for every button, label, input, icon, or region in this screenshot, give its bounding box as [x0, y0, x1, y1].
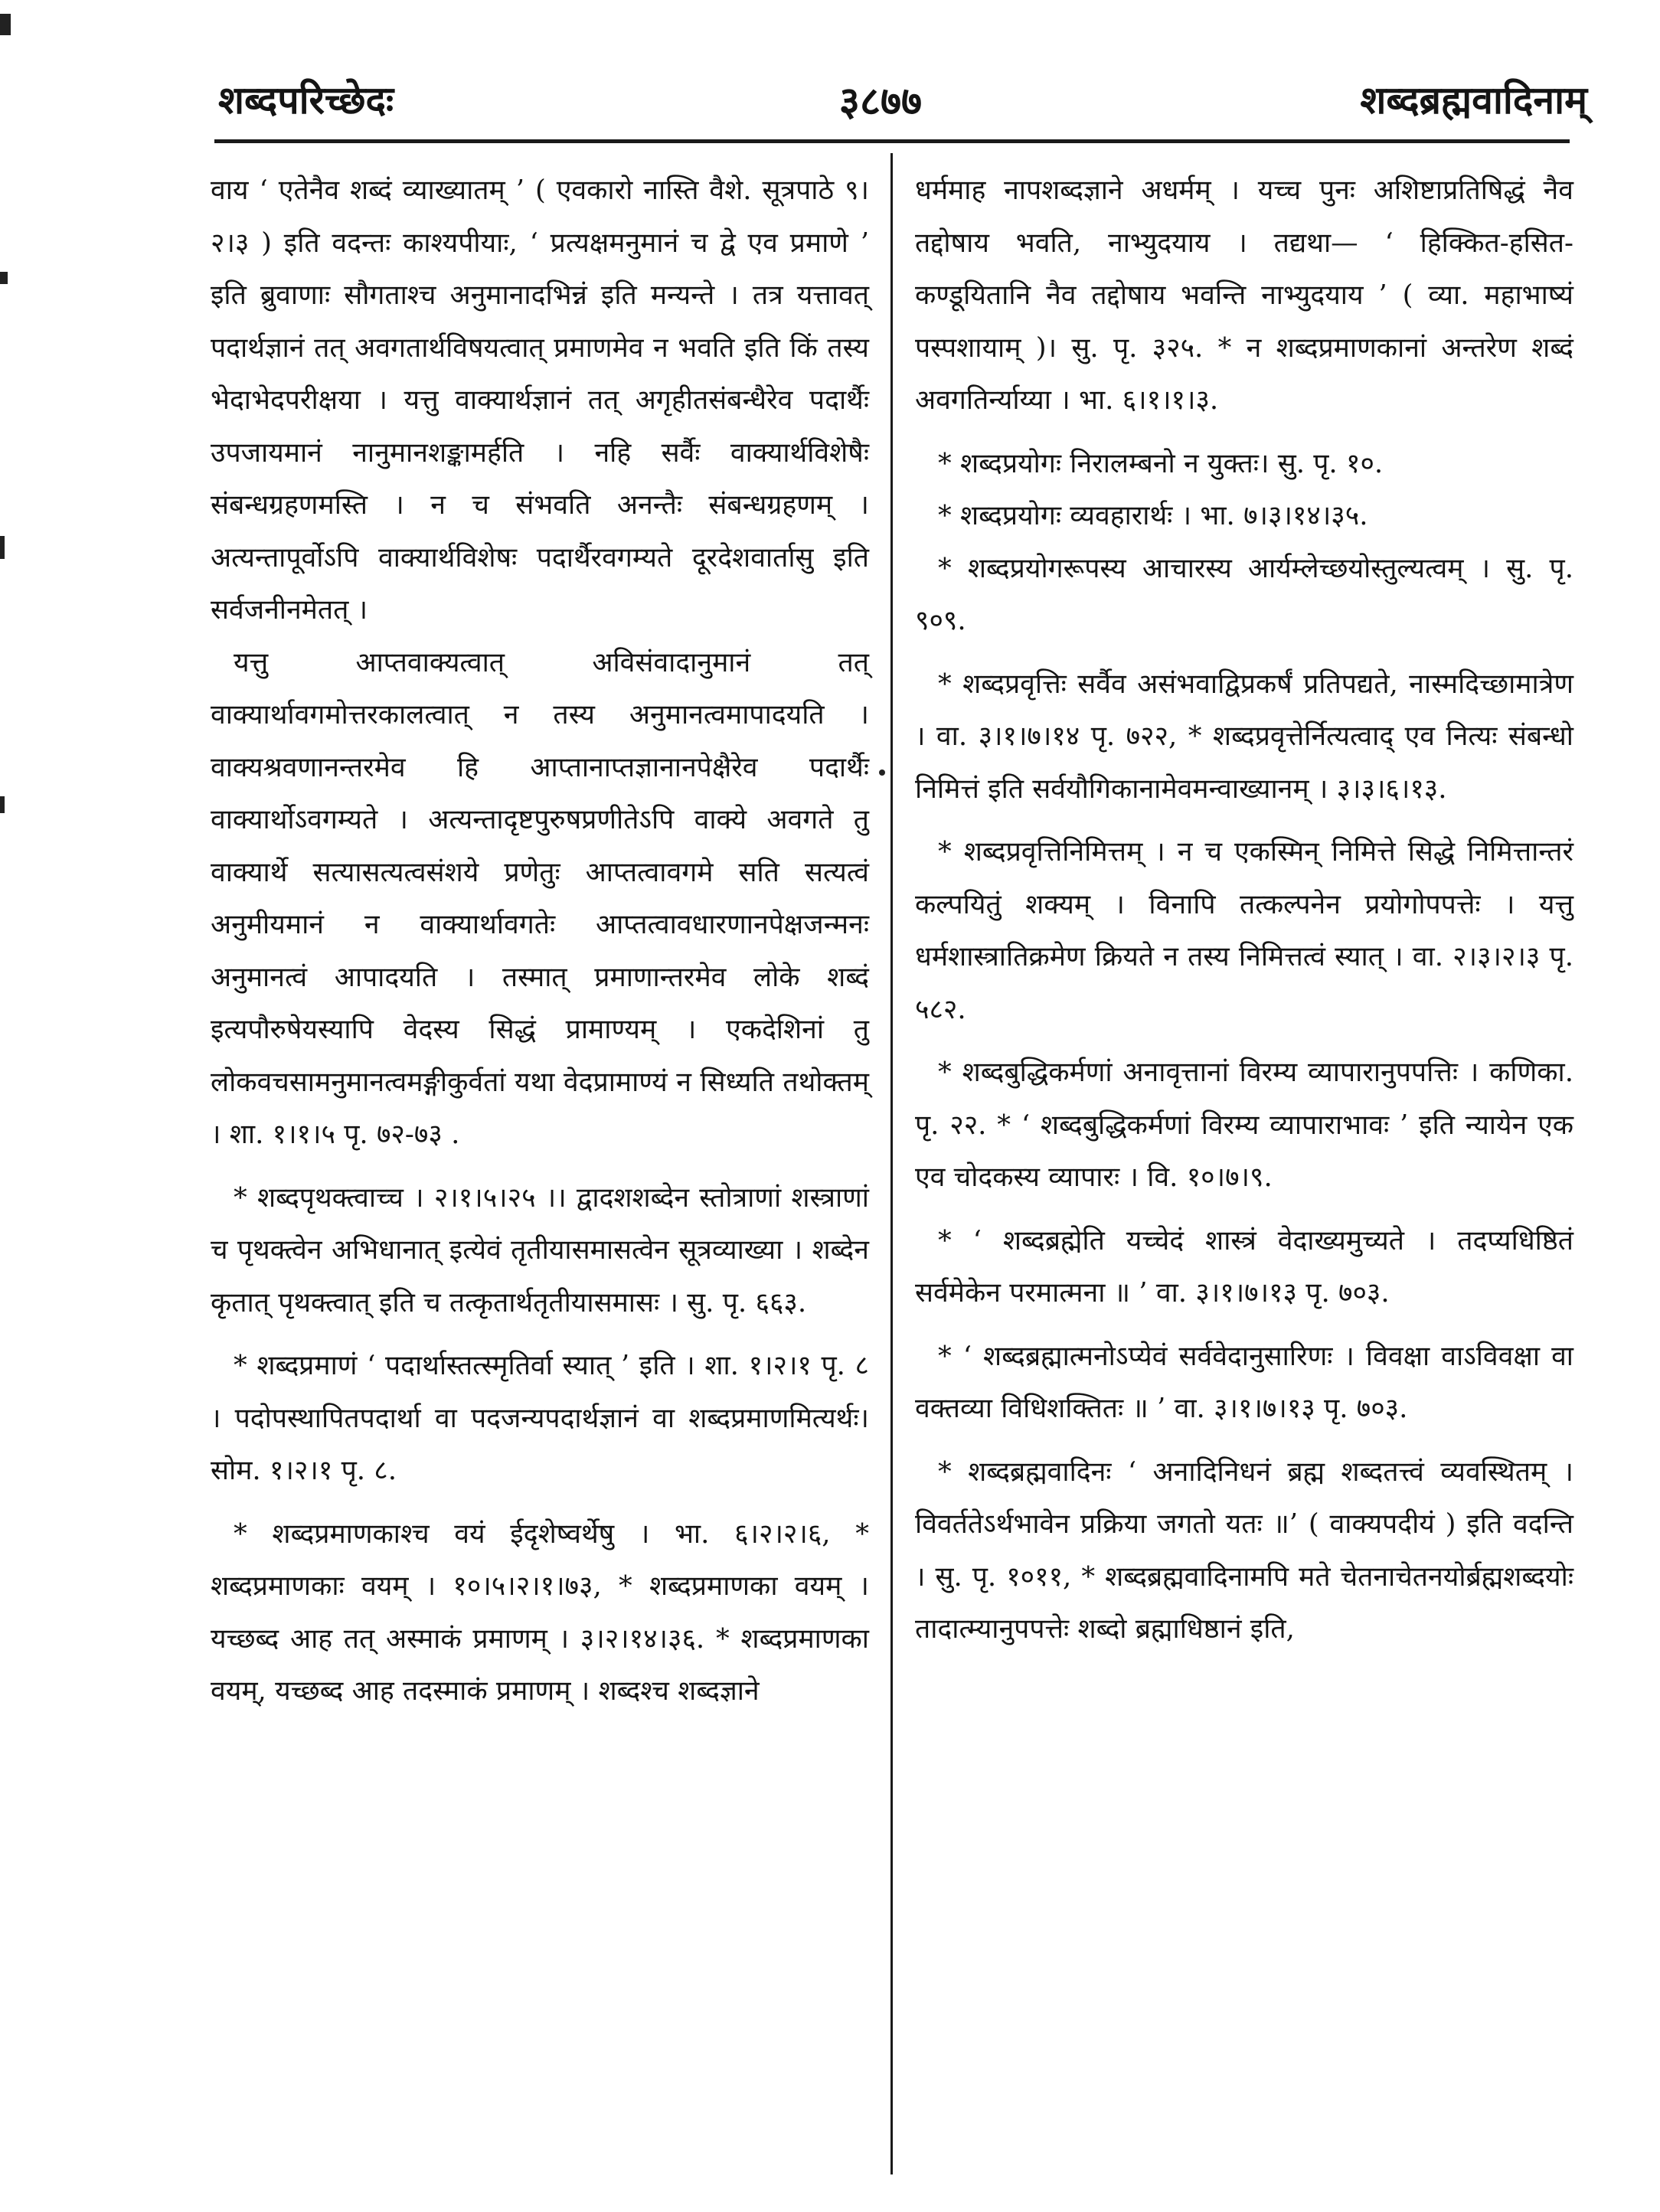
scan-edge-mark [0, 272, 8, 284]
paragraph: यत्तु आप्तवाक्यत्वात् अविसंवादानुमानं तत् वाक्यार्थावगमोत्तरकालत्वात् न तस्य अनुमानत्वमापादयति । वाक्यश्रवणानन्तरमेव हि आप्तानाप्तज्ञानानपेक्षैरेव पदार्थैः वाक्यार्थोऽवगम्यते । अत्यन्तादृष्टपुरुषप्रणीतेऽपि वाक्ये अवगते तु वाक्यार्थे सत्यासत्यत्वसंशये प्रणेतुः आप्तत्वावगमे सति सत्यत्वं अनुमीयमानं न वाक्यार्थावगतेः आप्तत्वावधारणानपेक्षजन्मनः अनुमानत्वं आपादयति । तस्मात् प्रमाणान्तरमेव लोके शब्दं इत्यपौरुषेयस्यापि वेदस्य सिद्धं प्रामाण्यम् । एकदेशिनां तु लोकवचसामनुमानत्वमङ्गीकुर्वतां यथा वेदप्रामाण्यं न सिध्यति तथोक्तम् । शा. १।१।५ पृ. ७२-७३ . [211, 646, 869, 1150]
paragraph: धर्ममाह नापशब्दज्ञाने अधर्मम् । यच्च पुनः अशिष्टाप्रतिषिद्धं नैव तद्दोषाय भवति, नाभ्युदयाय । तद्यथा— ‘ हिक्कित-हसित-कण्डूयितानि नैव तद्दोषाय भवन्ति नाभ्युदयाय ’ ( व्या. महाभाष्यं पस्पशायाम् )। सु. पृ. ३२५. * न शब्दप्रमाणकानां अन्तरेण शब्दं अवगतिर्न्याय्या । भा. ६।१।१।३. [915, 175, 1573, 416]
column-divider [890, 153, 893, 2174]
right-column [915, 165, 1573, 1656]
dictionary-entry: * शब्दप्रवृत्तिः सर्वैव असंभवाद्विप्रकर्षं प्रतिपद्यते, नास्मदिच्छामात्रेण । वा. ३।१।७।१४ पृ. ७२२, * शब्दप्रवृत्तेर्नित्यत्वाद् एव नित्यः संबन्धो निमित्तं इति सर्वयौगिकानामेवमन्वाख्यानम् । ३।३।६।१३. [915, 668, 1573, 805]
dictionary-entry: * शब्दप्रयोगः निरालम्बनो न युक्तः। सु. पृ. १०. [938, 447, 1384, 479]
dictionary-entry: * ‘ शब्दब्रह्मात्मनोऽप्येवं सर्ववेदानुसारिणः । विवक्षा वाऽविवक्षा वा वक्तव्या विधिशक्तितः ॥ ’ वा. ३।१।७।१३ पृ. ७०३. [915, 1340, 1573, 1424]
dictionary-entry: * शब्दप्रयोगरूपस्य आचारस्य आर्यम्लेच्छयोस्तुल्यत्वम् । सु. पृ. ९०९. [915, 552, 1573, 636]
scan-dot [879, 769, 885, 776]
dictionary-entry: * शब्दब्रह्मवादिनः ‘ अनादिनिधनं ब्रह्म शब्दतत्त्वं व्यवस्थितम् । विवर्ततेऽर्थभावेन प्रक्रिया जगतो यतः ॥’ ( वाक्यपदीयं ) इति वदन्ति । सु. पृ. १०११, * शब्दब्रह्मवादिनामपि मते चेतनाचेतनयोर्ब्रह्मशब्दयोः तादात्म्यानुपपत्तेः शब्दो ब्रह्माधिष्ठानं इति, [915, 1456, 1573, 1645]
dictionary-entry: * शब्दबुद्धिकर्मणां अनावृत्तानां विरम्य व्यापारानुपपत्तिः । कणिका. पृ. २२. * ‘ शब्दबुद्धिकर्मणां विरम्य व्यापाराभावः ’ इति न्यायेन एक एव चोदकस्य व्यापारः । वि. १०।७।९. [915, 1057, 1573, 1193]
dictionary-entry: * शब्दप्रवृत्तिनिमित्तम् । न च एकस्मिन् निमित्ते सिद्धे निमित्तान्तरं कल्पयितुं शक्यम् । विनापि तत्कल्पनेन प्रयोगोपपत्तेः । यत्तु धर्मशास्त्रातिक्रमेण क्रियते न तस्य निमित्तत्वं स्यात् । वा. २।३।२।३ पृ. ५८२. [915, 836, 1573, 1025]
dictionary-entry: * शब्दप्रमाणकाश्च वयं ईदृशेष्वर्थेषु । भा. ६।२।२।६, * शब्दप्रमाणकाः वयम् । १०।५।२।१।७३, * शब्दप्रमाणका वयम् । यच्छब्द आह तत् अस्माकं प्रमाणम् । ३।२।१४।३६. * शब्दप्रमाणका वयम्, यच्छब्द आह तदस्माकं प्रमाणम् । शब्दश्च शब्दज्ञाने [211, 1518, 869, 1707]
dictionary-entry: * शब्दप्रमाणं ‘ पदार्थास्तत्स्मृतिर्वा स्यात् ’ इति । शा. १।२।१ पृ. ८ । पदोपस्थापितपदार्था वा पदजन्यपदार्थज्ञानं वा शब्दप्रमाणमित्यर्थः। सोम. १।२।१ पृ. ८. [211, 1350, 869, 1486]
scan-edge-mark [0, 536, 5, 559]
paragraph: वाय ‘ एतेनैव शब्दं व्याख्यातम् ’ ( एवकारो नास्ति वैशे. सूत्रपाठे ९।२।३ ) इति वदन्तः काश्यपीयाः, ‘ प्रत्यक्षमनुमानं च द्वे एव प्रमाणे ’ इति ब्रुवाणाः सौगताश्च अनुमानादभिन्नं इति मन्यन्ते । तत्र यत्तावत् पदार्थज्ञानं तत् अवगतार्थविषयत्वात् प्रमाणमेव न भवति इति किं तस्य भेदाभेदपरीक्षया । यत्तु वाक्यार्थज्ञानं तत् अगृहीतसंबन्धैरेव पदार्थैः उपजायमानं नानुमानशङ्कामर्हति । नहि सर्वैः वाक्यार्थविशेषैः संबन्धग्रहणमस्ति । न च संभवति अनन्तैः संबन्धग्रहणम् । अत्यन्तापूर्वोऽपि वाक्यार्थविशेषः पदार्थैरवगम्यते दूरदेशवार्तासु इति सर्वजनीनमेतत् । [211, 175, 869, 626]
scan-edge-mark [0, 14, 11, 35]
header-rule [214, 139, 1570, 143]
left-column [211, 165, 869, 1718]
header-right-title: शब्दब्रह्मवादिनाम् [1360, 77, 1587, 123]
scan-edge-mark [0, 796, 5, 813]
page-number: ३८७७ [838, 78, 923, 125]
dictionary-entry: * शब्दप्रयोगः व्यवहारार्थः । भा. ७।३।१४।३५. [938, 500, 1368, 531]
dictionary-entry: * ‘ शब्दब्रह्मेति यच्चेदं शास्त्रं वेदाख्यमुच्यते । तदप्यधिष्ठितं सर्वमेकेन परमात्मना ॥ ’ वा. ३।१।७।१३ पृ. ७०३. [915, 1224, 1573, 1309]
header-left-title: शब्दपरिच्छेदः [218, 77, 394, 123]
dictionary-entry: * शब्दपृथक्त्वाच्च । २।१।५।२५ ।। द्वादशशब्देन स्तोत्राणां शस्त्राणां च पृथक्त्वेन अभिधानात् इत्येवं तृतीयासमासत्वेन सूत्रव्याख्या । शब्देन कृतात् पृथक्त्वात् इति च तत्कृतार्थतृतीयासमासः । सु. पृ. ६६३. [211, 1181, 869, 1318]
page-header [0, 65, 1660, 149]
